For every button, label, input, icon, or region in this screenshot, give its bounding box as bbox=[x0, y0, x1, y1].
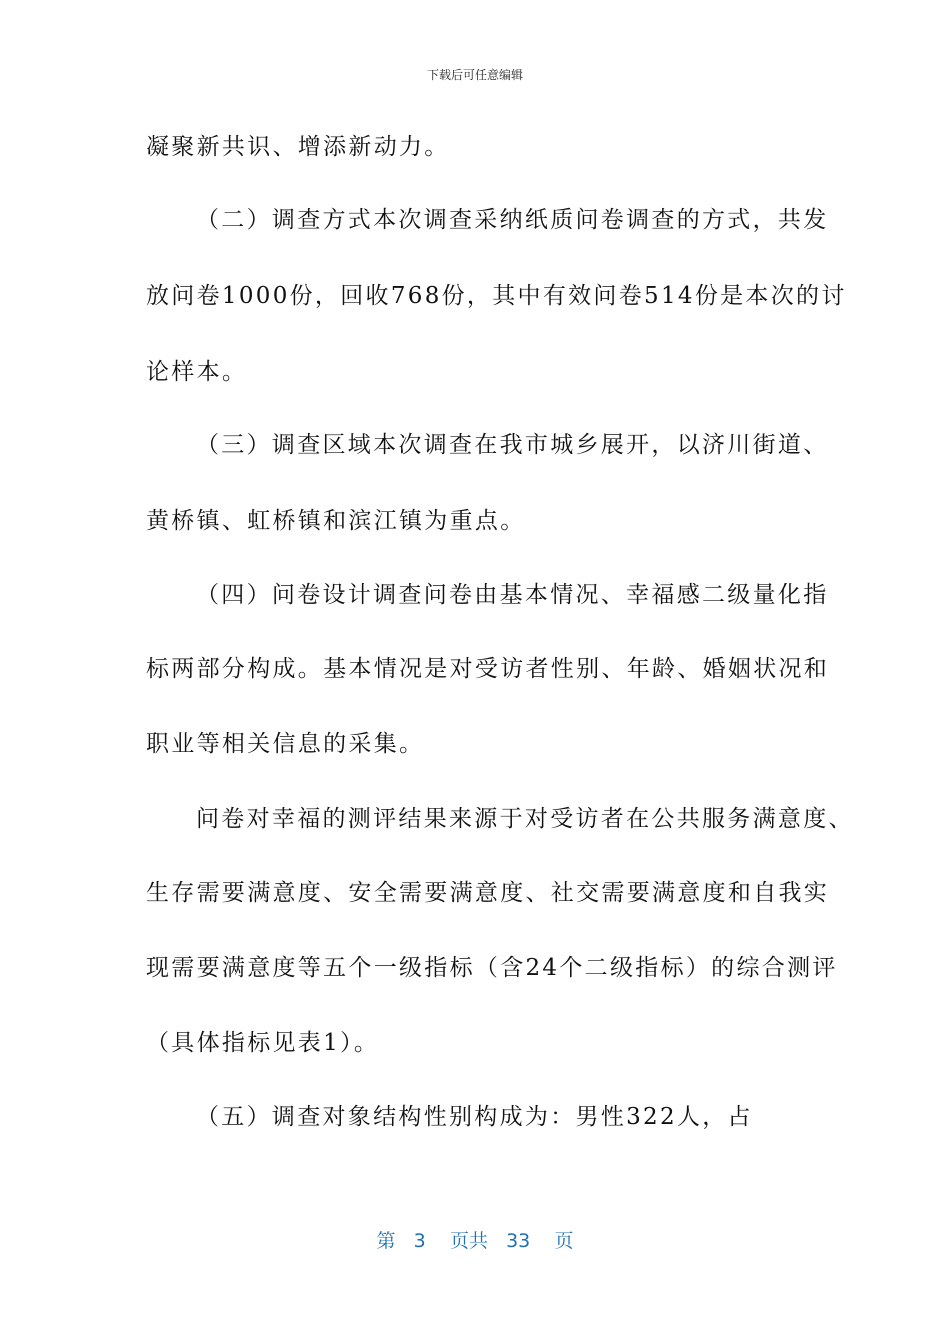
text-line: 标两部分构成。基本情况是对受访者性别、年龄、婚姻状况和 bbox=[146, 656, 830, 682]
total-pages-number: 33 bbox=[506, 1230, 531, 1252]
footer-middle: 页共 bbox=[449, 1230, 488, 1252]
text-line: （具体指标见表1）。 bbox=[146, 1030, 380, 1056]
footer-suffix: 页 bbox=[554, 1230, 574, 1252]
text-line: 论样本。 bbox=[146, 359, 248, 385]
page-number-footer bbox=[0, 1226, 950, 1253]
text-line: 凝聚新共识、增添新动力。 bbox=[146, 134, 450, 160]
text-line: 现需要满意度等五个一级指标（含24个二级指标）的综合测评 bbox=[146, 955, 838, 981]
text-line: 问卷对幸福的测评结果来源于对受访者在公共服务满意度、 bbox=[196, 806, 854, 832]
text-line: 黄桥镇、虹桥镇和滨江镇为重点。 bbox=[146, 508, 526, 534]
text-line: 放问卷1000份，回收768份，其中有效问卷514份是本次的讨 bbox=[146, 283, 847, 309]
current-page-number: 3 bbox=[413, 1230, 426, 1252]
text-line: 职业等相关信息的采集。 bbox=[146, 731, 425, 757]
footer-prefix: 第 bbox=[376, 1230, 396, 1252]
text-line: （二）调查方式本次调查采纳纸质问卷调查的方式，共发 bbox=[196, 207, 829, 233]
page-header-note: 下载后可任意编辑 bbox=[426, 68, 523, 82]
text-line: 生存需要满意度、安全需要满意度、社交需要满意度和自我实 bbox=[146, 880, 830, 906]
text-line: （三）调查区域本次调查在我市城乡展开，以济川街道、 bbox=[196, 432, 829, 458]
text-line: （五）调查对象结构性别构成为：男性322人，占 bbox=[196, 1104, 753, 1130]
text-line: （四）问卷设计调查问卷由基本情况、幸福感二级量化指 bbox=[196, 582, 829, 608]
